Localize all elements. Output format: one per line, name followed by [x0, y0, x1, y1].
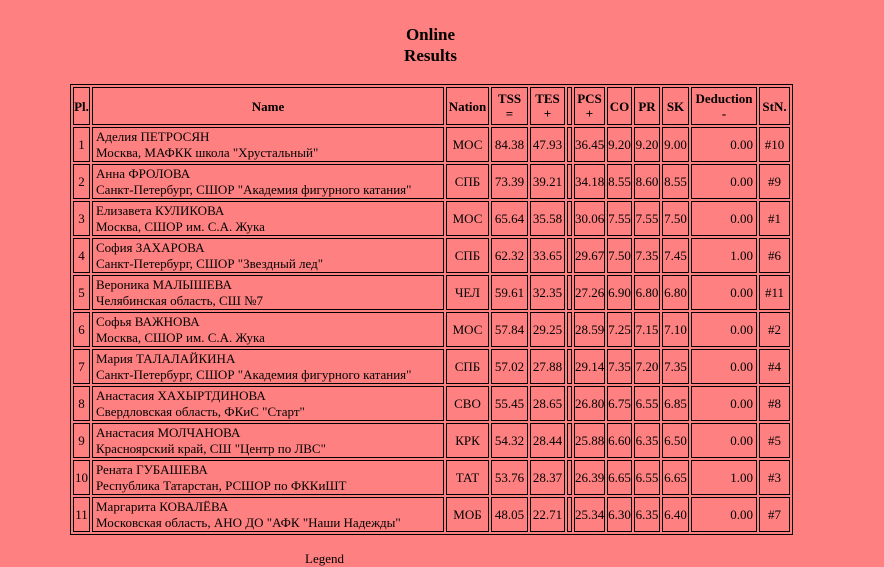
- skater-club: Челябинская область, СШ №7: [96, 292, 263, 308]
- col-header-stn: StN.: [759, 87, 790, 125]
- sk-cell: 7.35: [662, 349, 689, 384]
- tss-cell: 59.61: [491, 275, 528, 310]
- tes-cell: 29.25: [530, 312, 565, 347]
- skater-name: Софья ВАЖНОВА: [96, 313, 200, 329]
- col-header-sk: SK: [662, 87, 689, 125]
- deduction-cell: 0.00: [691, 201, 757, 236]
- pr-cell: 8.60: [634, 164, 660, 199]
- skater-club: Москва, СШОР им. С.А. Жука: [96, 218, 265, 234]
- nation-cell: МОБ: [446, 497, 489, 532]
- deduction-cell: 1.00: [691, 460, 757, 495]
- sk-cell: 6.80: [662, 275, 689, 310]
- col-header-nation: Nation: [446, 87, 489, 125]
- place-cell: 9: [73, 423, 90, 458]
- pcs-cell: 26.39: [574, 460, 605, 495]
- pr-cell: 7.20: [634, 349, 660, 384]
- result-row: [73, 275, 790, 310]
- deduction-cell: 0.00: [691, 312, 757, 347]
- tss-cell: 65.64: [491, 201, 528, 236]
- sk-cell: 7.50: [662, 201, 689, 236]
- tes-cell: 28.44: [530, 423, 565, 458]
- skater-club: Москва, МАФКК школа "Хрустальный": [96, 144, 319, 160]
- result-row: [73, 238, 790, 273]
- nation-cell: СВО: [446, 386, 489, 421]
- tss-cell: 48.05: [491, 497, 528, 532]
- deduction-cell: 0.00: [691, 127, 757, 162]
- stn-cell: #3: [759, 460, 790, 495]
- nation-cell: МОС: [446, 201, 489, 236]
- spacer-cell: [567, 497, 572, 532]
- deduction-cell: 0.00: [691, 164, 757, 199]
- tes-cell: 27.88: [530, 349, 565, 384]
- nation-cell: СПБ: [446, 238, 489, 273]
- name-cell: [92, 164, 444, 199]
- col-header-deduction: Deduction -: [691, 87, 757, 125]
- tes-cell: 22.71: [530, 497, 565, 532]
- result-row: [73, 497, 790, 532]
- co-cell: 8.55: [607, 164, 632, 199]
- stn-cell: #2: [759, 312, 790, 347]
- co-cell: 6.90: [607, 275, 632, 310]
- sk-cell: 6.85: [662, 386, 689, 421]
- name-cell: [92, 201, 444, 236]
- co-cell: 6.65: [607, 460, 632, 495]
- stn-cell: #8: [759, 386, 790, 421]
- skater-name: Анна ФРОЛОВА: [96, 165, 191, 181]
- stn-cell: #4: [759, 349, 790, 384]
- place-cell: 4: [73, 238, 90, 273]
- co-cell: 9.20: [607, 127, 632, 162]
- spacer-cell: [567, 349, 572, 384]
- place-cell: 8: [73, 386, 90, 421]
- result-row: [73, 349, 790, 384]
- skater-name: Елизавета КУЛИКОВА: [96, 202, 225, 218]
- skater-name: Маргарита КОВАЛЁВА: [96, 498, 229, 514]
- col-header-tes: TES +: [530, 87, 565, 125]
- spacer-cell: [567, 312, 572, 347]
- co-cell: 7.50: [607, 238, 632, 273]
- name-cell: [92, 497, 444, 532]
- stn-cell: #1: [759, 201, 790, 236]
- tes-cell: 32.35: [530, 275, 565, 310]
- place-cell: 2: [73, 164, 90, 199]
- page-title: [70, 0, 791, 66]
- col-header-name: Name: [92, 87, 444, 125]
- pr-cell: 7.55: [634, 201, 660, 236]
- col-header-pl: Pl.: [73, 87, 90, 125]
- pcs-cell: 25.88: [574, 423, 605, 458]
- skater-name: Мария ТАЛАЛАЙКИНА: [96, 350, 236, 366]
- pr-cell: 6.55: [634, 386, 660, 421]
- name-cell: [92, 238, 444, 273]
- pr-cell: 7.35: [634, 238, 660, 273]
- tss-cell: 84.38: [491, 127, 528, 162]
- nation-cell: КРК: [446, 423, 489, 458]
- result-row: [73, 460, 790, 495]
- name-cell: [92, 275, 444, 310]
- col-header-tss: TSS =: [491, 87, 528, 125]
- sk-cell: 8.55: [662, 164, 689, 199]
- pcs-cell: 29.67: [574, 238, 605, 273]
- pcs-cell: 36.45: [574, 127, 605, 162]
- deduction-cell: 0.00: [691, 497, 757, 532]
- skater-club: Санкт-Петербург, СШОР "Звездный лед": [96, 255, 324, 271]
- pcs-cell: 30.06: [574, 201, 605, 236]
- sk-cell: 9.00: [662, 127, 689, 162]
- result-row: [73, 312, 790, 347]
- spacer-cell: [567, 275, 572, 310]
- pcs-cell: 26.80: [574, 386, 605, 421]
- pr-cell: 7.15: [634, 312, 660, 347]
- skater-name: Анастасия МОЛЧАНОВА: [96, 424, 241, 440]
- deduction-cell: 1.00: [691, 238, 757, 273]
- pr-cell: 6.55: [634, 460, 660, 495]
- nation-cell: МОС: [446, 312, 489, 347]
- co-cell: 6.75: [607, 386, 632, 421]
- place-cell: 7: [73, 349, 90, 384]
- place-cell: 6: [73, 312, 90, 347]
- name-cell: [92, 386, 444, 421]
- co-cell: 6.30: [607, 497, 632, 532]
- pr-cell: 6.80: [634, 275, 660, 310]
- name-cell: [92, 127, 444, 162]
- page-title-line-2: Results: [404, 46, 457, 65]
- legend-label: Legend: [305, 551, 344, 566]
- col-header-spacer: [567, 87, 572, 125]
- nation-cell: СПБ: [446, 164, 489, 199]
- tss-cell: 57.02: [491, 349, 528, 384]
- stn-cell: #5: [759, 423, 790, 458]
- skater-name: Рената ГУБАШЕВА: [96, 461, 208, 477]
- skater-name: Вероника МАЛЫШЕВА: [96, 276, 232, 292]
- result-row: [73, 423, 790, 458]
- spacer-cell: [567, 386, 572, 421]
- stn-cell: #9: [759, 164, 790, 199]
- stn-cell: #10: [759, 127, 790, 162]
- results-table: [70, 84, 793, 535]
- place-cell: 3: [73, 201, 90, 236]
- nation-cell: ТАТ: [446, 460, 489, 495]
- skater-club: Москва, СШОР им. С.А. Жука: [96, 329, 265, 345]
- tes-cell: 39.21: [530, 164, 565, 199]
- sk-cell: 6.65: [662, 460, 689, 495]
- skater-club: Московская область, АНО ДО "АФК "Наши Надежды": [96, 514, 401, 530]
- tss-cell: 62.32: [491, 238, 528, 273]
- tss-cell: 54.32: [491, 423, 528, 458]
- pcs-cell: 28.59: [574, 312, 605, 347]
- stn-cell: #7: [759, 497, 790, 532]
- spacer-cell: [567, 164, 572, 199]
- place-cell: 1: [73, 127, 90, 162]
- co-cell: 7.55: [607, 201, 632, 236]
- co-cell: 7.35: [607, 349, 632, 384]
- tes-cell: 33.65: [530, 238, 565, 273]
- spacer-cell: [567, 127, 572, 162]
- skater-club: Санкт-Петербург, СШОР "Академия фигурного катания": [96, 366, 412, 382]
- col-header-co: CO: [607, 87, 632, 125]
- tes-cell: 28.65: [530, 386, 565, 421]
- name-cell: [92, 423, 444, 458]
- tss-cell: 57.84: [491, 312, 528, 347]
- nation-cell: ЧЕЛ: [446, 275, 489, 310]
- tss-cell: 55.45: [491, 386, 528, 421]
- result-row: [73, 201, 790, 236]
- spacer-cell: [567, 423, 572, 458]
- nation-cell: СПБ: [446, 349, 489, 384]
- skater-name: Анастасия ХАХЫРТДИНОВА: [96, 387, 266, 403]
- sk-cell: 6.40: [662, 497, 689, 532]
- skater-club: Республика Татарстан, РСШОР по ФККиШТ: [96, 477, 347, 493]
- tes-cell: 28.37: [530, 460, 565, 495]
- skater-name: Аделия ПЕТРОСЯН: [96, 128, 210, 144]
- pcs-cell: 25.34: [574, 497, 605, 532]
- place-cell: 11: [73, 497, 90, 532]
- pcs-cell: 34.18: [574, 164, 605, 199]
- skater-club: Свердловская область, ФКиС "Старт": [96, 403, 305, 419]
- deduction-cell: 0.00: [691, 275, 757, 310]
- tes-cell: 35.58: [530, 201, 565, 236]
- name-cell: [92, 349, 444, 384]
- spacer-cell: [567, 238, 572, 273]
- pr-cell: 9.20: [634, 127, 660, 162]
- result-row: [73, 386, 790, 421]
- place-cell: 5: [73, 275, 90, 310]
- sk-cell: 7.10: [662, 312, 689, 347]
- spacer-cell: [567, 460, 572, 495]
- deduction-cell: 0.00: [691, 386, 757, 421]
- pr-cell: 6.35: [634, 497, 660, 532]
- col-header-pr: PR: [634, 87, 660, 125]
- name-cell: [92, 460, 444, 495]
- co-cell: 6.60: [607, 423, 632, 458]
- pcs-cell: 27.26: [574, 275, 605, 310]
- skater-club: Санкт-Петербург, СШОР "Академия фигурного катания": [96, 181, 412, 197]
- result-row: [73, 127, 790, 162]
- deduction-cell: 0.00: [691, 349, 757, 384]
- pcs-cell: 29.14: [574, 349, 605, 384]
- nation-cell: МОС: [446, 127, 489, 162]
- pr-cell: 6.35: [634, 423, 660, 458]
- name-cell: [92, 312, 444, 347]
- skater-name: София ЗАХАРОВА: [96, 239, 205, 255]
- deduction-cell: 0.00: [691, 423, 757, 458]
- page-title-line-1: Online: [405, 25, 456, 44]
- tss-cell: 73.39: [491, 164, 528, 199]
- header-row: [73, 87, 790, 125]
- result-row: [73, 164, 790, 199]
- tes-cell: 47.93: [530, 127, 565, 162]
- skater-club: Красноярский край, СШ "Центр по ЛВС": [96, 440, 326, 456]
- co-cell: 7.25: [607, 312, 632, 347]
- sk-cell: 7.45: [662, 238, 689, 273]
- sk-cell: 6.50: [662, 423, 689, 458]
- place-cell: 10: [73, 460, 90, 495]
- col-header-pcs: PCS +: [574, 87, 605, 125]
- tss-cell: 53.76: [491, 460, 528, 495]
- stn-cell: #6: [759, 238, 790, 273]
- stn-cell: #11: [759, 275, 790, 310]
- spacer-cell: [567, 201, 572, 236]
